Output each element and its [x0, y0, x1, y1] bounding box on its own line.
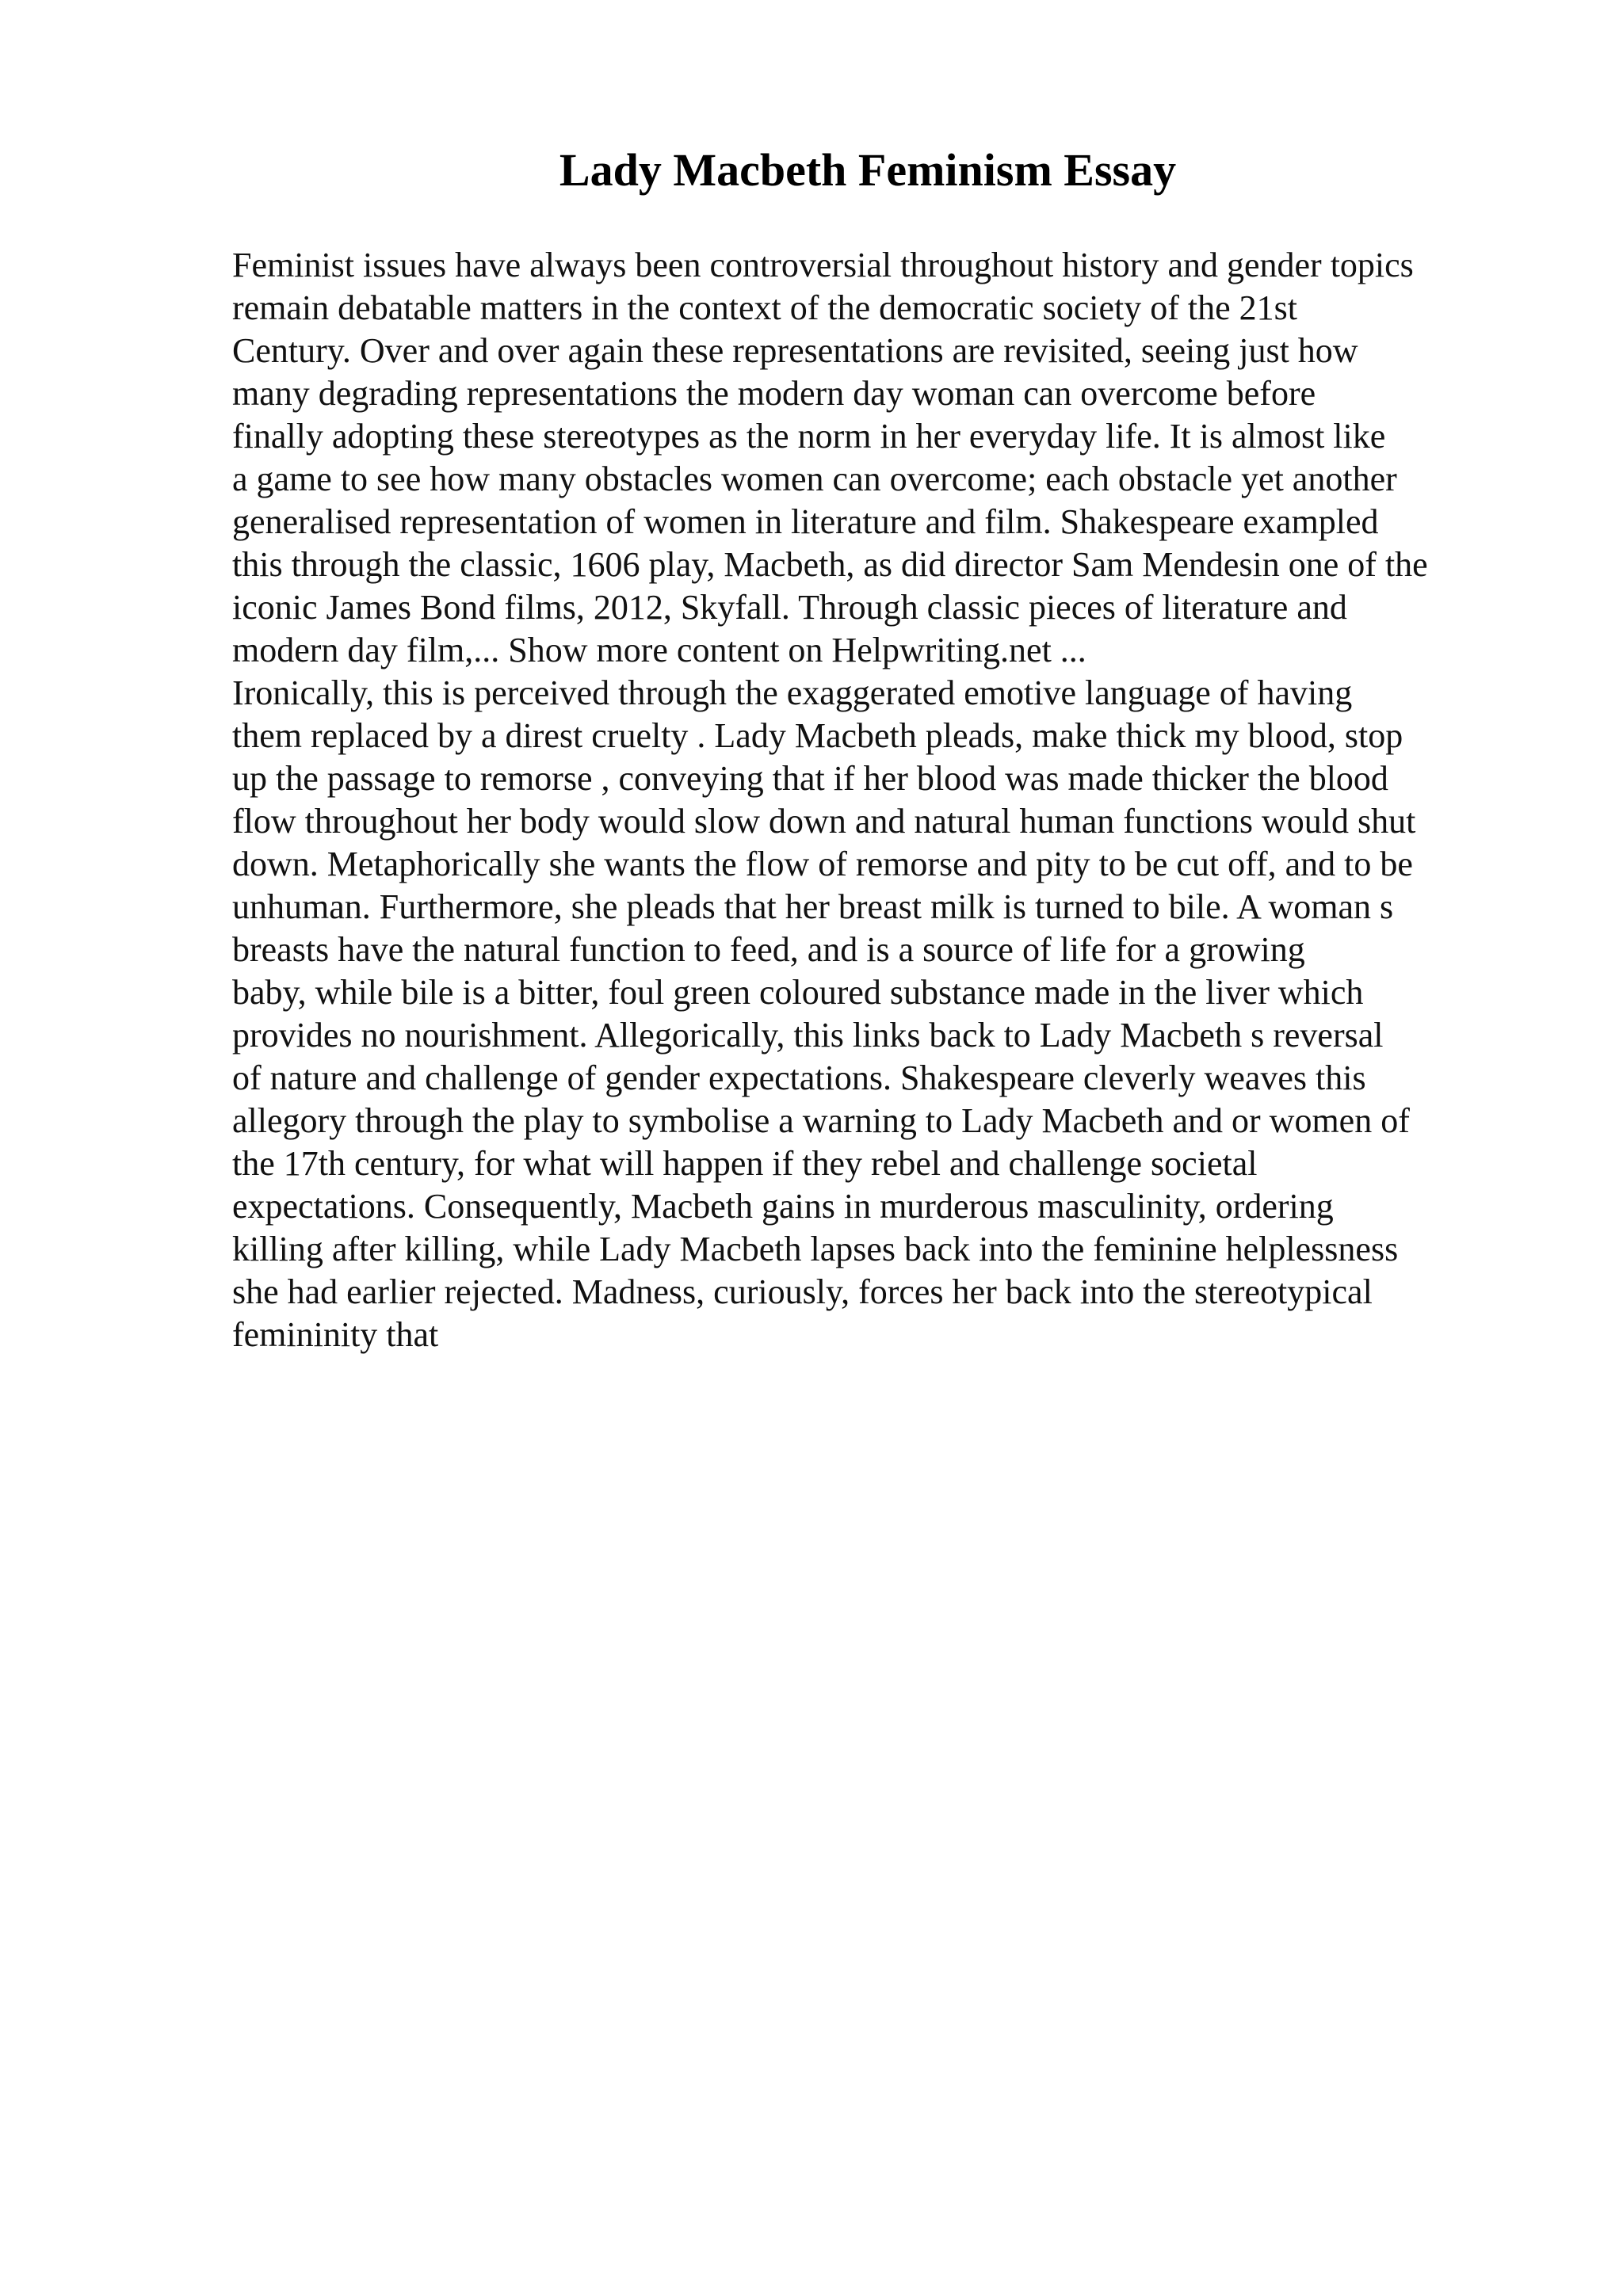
- document-body: [232, 244, 1595, 1356]
- body-line: the 17th century, for what will happen if they rebel and challenge societal: [232, 1144, 1258, 1183]
- body-line: down. Metaphorically she wants the flow of remorse and pity to be cut off, and to be: [232, 845, 1413, 883]
- body-line: flow throughout her body would slow down and natural human functions would shut: [232, 802, 1416, 841]
- body-line: provides no nourishment. Allegorically, this links back to Lady Macbeth s reversal: [232, 1016, 1384, 1055]
- body-line: remain debatable matters in the context of the democratic society of the 21st: [232, 288, 1297, 327]
- body-line: many degrading representations the modern day woman can overcome before: [232, 374, 1316, 413]
- body-line: Century. Over and over again these representations are revisited, seeing just how: [232, 331, 1358, 370]
- body-line: them replaced by a direst cruelty . Lady Macbeth pleads, make thick my blood, stop: [232, 716, 1403, 755]
- body-line: of nature and challenge of gender expectations. Shakespeare cleverly weaves this: [232, 1058, 1366, 1097]
- body-line: allegory through the play to symbolise a warning to Lady Macbeth and or women of: [232, 1101, 1410, 1140]
- body-line: this through the classic, 1606 play, Macbeth, as did director Sam Mendesin one of the: [232, 545, 1428, 584]
- body-line: femininity that: [232, 1315, 439, 1354]
- body-line: finally adopting these stereotypes as the norm in her everyday life. It is almost like: [232, 417, 1386, 456]
- body-line: expectations. Consequently, Macbeth gains in murderous masculinity, ordering: [232, 1187, 1334, 1226]
- body-line: modern day film,... Show more content on Helpwriting.net ...: [232, 631, 1086, 669]
- body-line: generalised representation of women in literature and film. Shakespeare exampled: [232, 502, 1379, 541]
- body-line: baby, while bile is a bitter, foul green coloured substance made in the liver which: [232, 973, 1364, 1012]
- body-line: she had earlier rejected. Madness, curiously, forces her back into the stereotypical: [232, 1272, 1373, 1311]
- body-line: iconic James Bond films, 2012, Skyfall. Through classic pieces of literature and: [232, 588, 1347, 627]
- body-line: Feminist issues have always been controversial throughout history and gender topics: [232, 246, 1414, 284]
- body-line: killing after killing, while Lady Macbeth lapses back into the feminine helplessness: [232, 1230, 1399, 1268]
- body-line: a game to see how many obstacles women can overcome; each obstacle yet another: [232, 460, 1397, 498]
- body-line: unhuman. Furthermore, she pleads that her breast milk is turned to bile. A woman s: [232, 887, 1394, 926]
- document-title: Lady Macbeth Feminism Essay: [559, 144, 1177, 196]
- body-line: Ironically, this is perceived through the exaggerated emotive language of having: [232, 673, 1353, 712]
- body-line: up the passage to remorse , conveying that if her blood was made thicker the blood: [232, 759, 1388, 798]
- body-line: breasts have the natural function to feed, and is a source of life for a growing: [232, 930, 1305, 969]
